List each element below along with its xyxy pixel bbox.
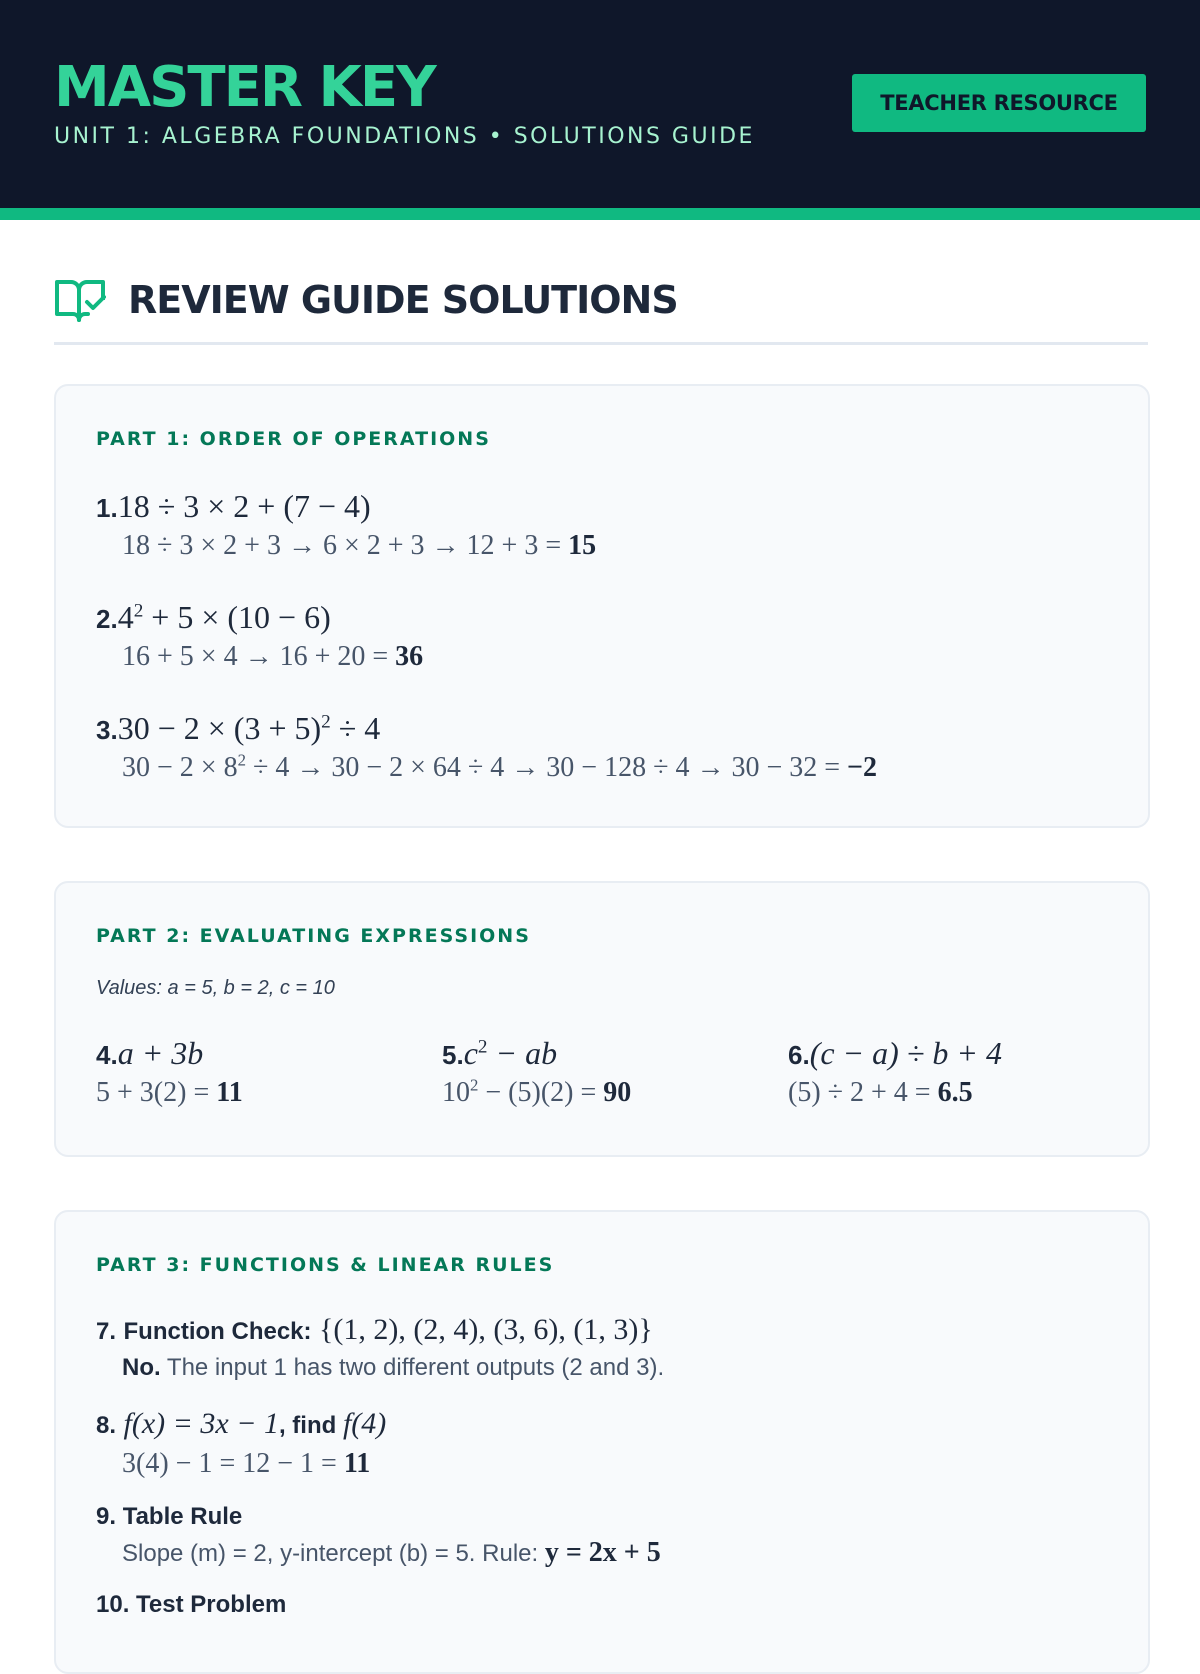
problem-1-question (96, 486, 596, 528)
problem-8 (96, 1404, 386, 1482)
part2-label: PART 2: EVALUATING EXPRESSIONS (96, 925, 531, 947)
problem-9-explanation: Slope (m) = 2, y-intercept (b) = 5. Rule: (122, 1540, 545, 1567)
brand-title: MASTER KEY (54, 55, 435, 120)
problem-5-exponent: 2 (477, 1036, 488, 1058)
problem-2-exponent: 2 (133, 600, 144, 622)
problem-6-number: 6. (788, 1040, 810, 1070)
section-heading (54, 270, 1148, 345)
problem-6-answer: 6.5 (937, 1077, 973, 1108)
problem-5-number: 5. (442, 1040, 464, 1070)
problem-1-expression: 18 ÷ 3 × 2 + (7 − 4) (117, 488, 371, 524)
problem-7-label: Function Check: (123, 1318, 312, 1345)
problem-9-question (96, 1500, 661, 1534)
problem-3-steps-a: 30 − 2 × 8 (122, 752, 238, 783)
problem-2-question (96, 597, 423, 639)
part2-card (54, 881, 1150, 1157)
problem-7-number: 7. (96, 1318, 117, 1345)
problem-5-steps: − (5)(2) = (478, 1077, 604, 1108)
problem-8-question (96, 1404, 386, 1446)
problem-4-answer: 11 (216, 1077, 243, 1108)
problem-3-expression-b: ÷ 4 (330, 710, 381, 746)
problem-5 (442, 1033, 631, 1111)
problem-9 (96, 1500, 661, 1573)
problem-3-number: 3. (96, 715, 118, 745)
problem-4-steps: 5 + 3(2) = (96, 1077, 217, 1108)
problem-6-expression: (c − a) ÷ b + 4 (809, 1035, 1002, 1071)
problem-1-steps: 18 ÷ 3 × 2 + 3 → 6 × 2 + 3 → 12 + 3 = (122, 530, 569, 561)
problem-5-steps-base: 10 (442, 1077, 470, 1108)
problem-7 (96, 1310, 664, 1384)
problem-1-number: 1. (96, 493, 118, 523)
problem-4 (96, 1033, 243, 1111)
problem-8-answer: 11 (343, 1448, 371, 1479)
problem-7-answer: No. (122, 1354, 161, 1381)
header-accent-stripe (0, 208, 1200, 220)
problem-1-solution (122, 528, 596, 564)
problem-8-function: f(x) = 3x − 1 (123, 1407, 279, 1440)
problem-10-label: Test Problem (136, 1591, 287, 1618)
variable-values: Values: a = 5, b = 2, c = 10 (96, 977, 335, 999)
brand-subtitle: UNIT 1: ALGEBRA FOUNDATIONS • SOLUTIONS GUIDE (54, 124, 755, 149)
problem-8-find-label: , find (278, 1412, 343, 1439)
problem-9-number: 9. (96, 1503, 117, 1530)
problem-3-answer: −2 (847, 752, 878, 783)
problem-6-steps: (5) ÷ 2 + 4 = (788, 1077, 938, 1108)
part1-card (54, 384, 1150, 828)
problem-7-solution (122, 1352, 664, 1384)
problem-4-solution (96, 1075, 243, 1111)
problem-10-number: 10. (96, 1591, 130, 1618)
problem-4-number: 4. (96, 1040, 118, 1070)
problem-6-solution (788, 1075, 1002, 1111)
problem-8-steps: 3(4) − 1 = 12 − 1 = (122, 1448, 344, 1479)
problem-5-steps-exponent: 2 (470, 1075, 479, 1095)
problem-2-steps: 16 + 5 × 4 → 16 + 20 = (122, 641, 396, 672)
problem-1 (96, 486, 596, 564)
problem-5-question (442, 1033, 631, 1075)
problem-3-expression-a: 30 − 2 × (3 + 5) (117, 710, 322, 746)
problem-3-steps-exponent: 2 (237, 750, 246, 770)
open-book-check-icon (54, 278, 106, 324)
problem-5-answer: 90 (603, 1077, 632, 1108)
problem-1-answer: 15 (568, 530, 597, 561)
problem-4-expression: a + 3b (117, 1035, 204, 1071)
part3-card (54, 1210, 1150, 1674)
problem-6-question (788, 1033, 1002, 1075)
problem-3-solution (122, 750, 877, 786)
problem-9-label: Table Rule (122, 1503, 243, 1530)
problem-2-number: 2. (96, 604, 118, 634)
problem-9-solution (122, 1534, 661, 1573)
page-header (0, 0, 1200, 208)
section-title: REVIEW GUIDE SOLUTIONS (128, 278, 678, 322)
problem-7-question (96, 1310, 664, 1352)
problem-10-question (96, 1588, 286, 1622)
part1-label: PART 1: ORDER OF OPERATIONS (96, 428, 491, 450)
part3-label: PART 3: FUNCTIONS & LINEAR RULES (96, 1254, 555, 1276)
problem-6 (788, 1033, 1002, 1111)
teacher-resource-badge: TEACHER RESOURCE (852, 74, 1146, 132)
problem-5-solution (442, 1075, 631, 1111)
problem-8-number: 8. (96, 1412, 117, 1439)
problem-9-answer: y = 2x + 5 (544, 1537, 661, 1568)
problem-2-solution (122, 639, 423, 675)
problem-3-question (96, 708, 877, 750)
problem-2-base: 4 (117, 599, 134, 635)
problem-2-expression: + 5 × (10 − 6) (143, 599, 331, 635)
problem-3-exponent: 2 (321, 711, 331, 733)
problem-8-target: f(4) (342, 1407, 387, 1440)
problem-7-set: {(1, 2), (2, 4), (3, 6), (1, 3)} (319, 1313, 653, 1346)
problem-3-steps-b: ÷ 4 → 30 − 2 × 64 ÷ 4 → 30 − 128 ÷ 4 → 30 − 32 = (245, 752, 848, 783)
problem-3 (96, 708, 877, 786)
problem-7-explanation: The input 1 has two different outputs (2 and 3). (160, 1354, 665, 1381)
problem-2-answer: 36 (395, 641, 424, 672)
problem-2 (96, 597, 423, 675)
problem-4-question (96, 1033, 243, 1075)
problem-5-expression: − ab (487, 1035, 558, 1071)
problem-10 (96, 1588, 286, 1622)
problem-5-base: c (463, 1035, 478, 1071)
problem-8-solution (122, 1446, 386, 1482)
